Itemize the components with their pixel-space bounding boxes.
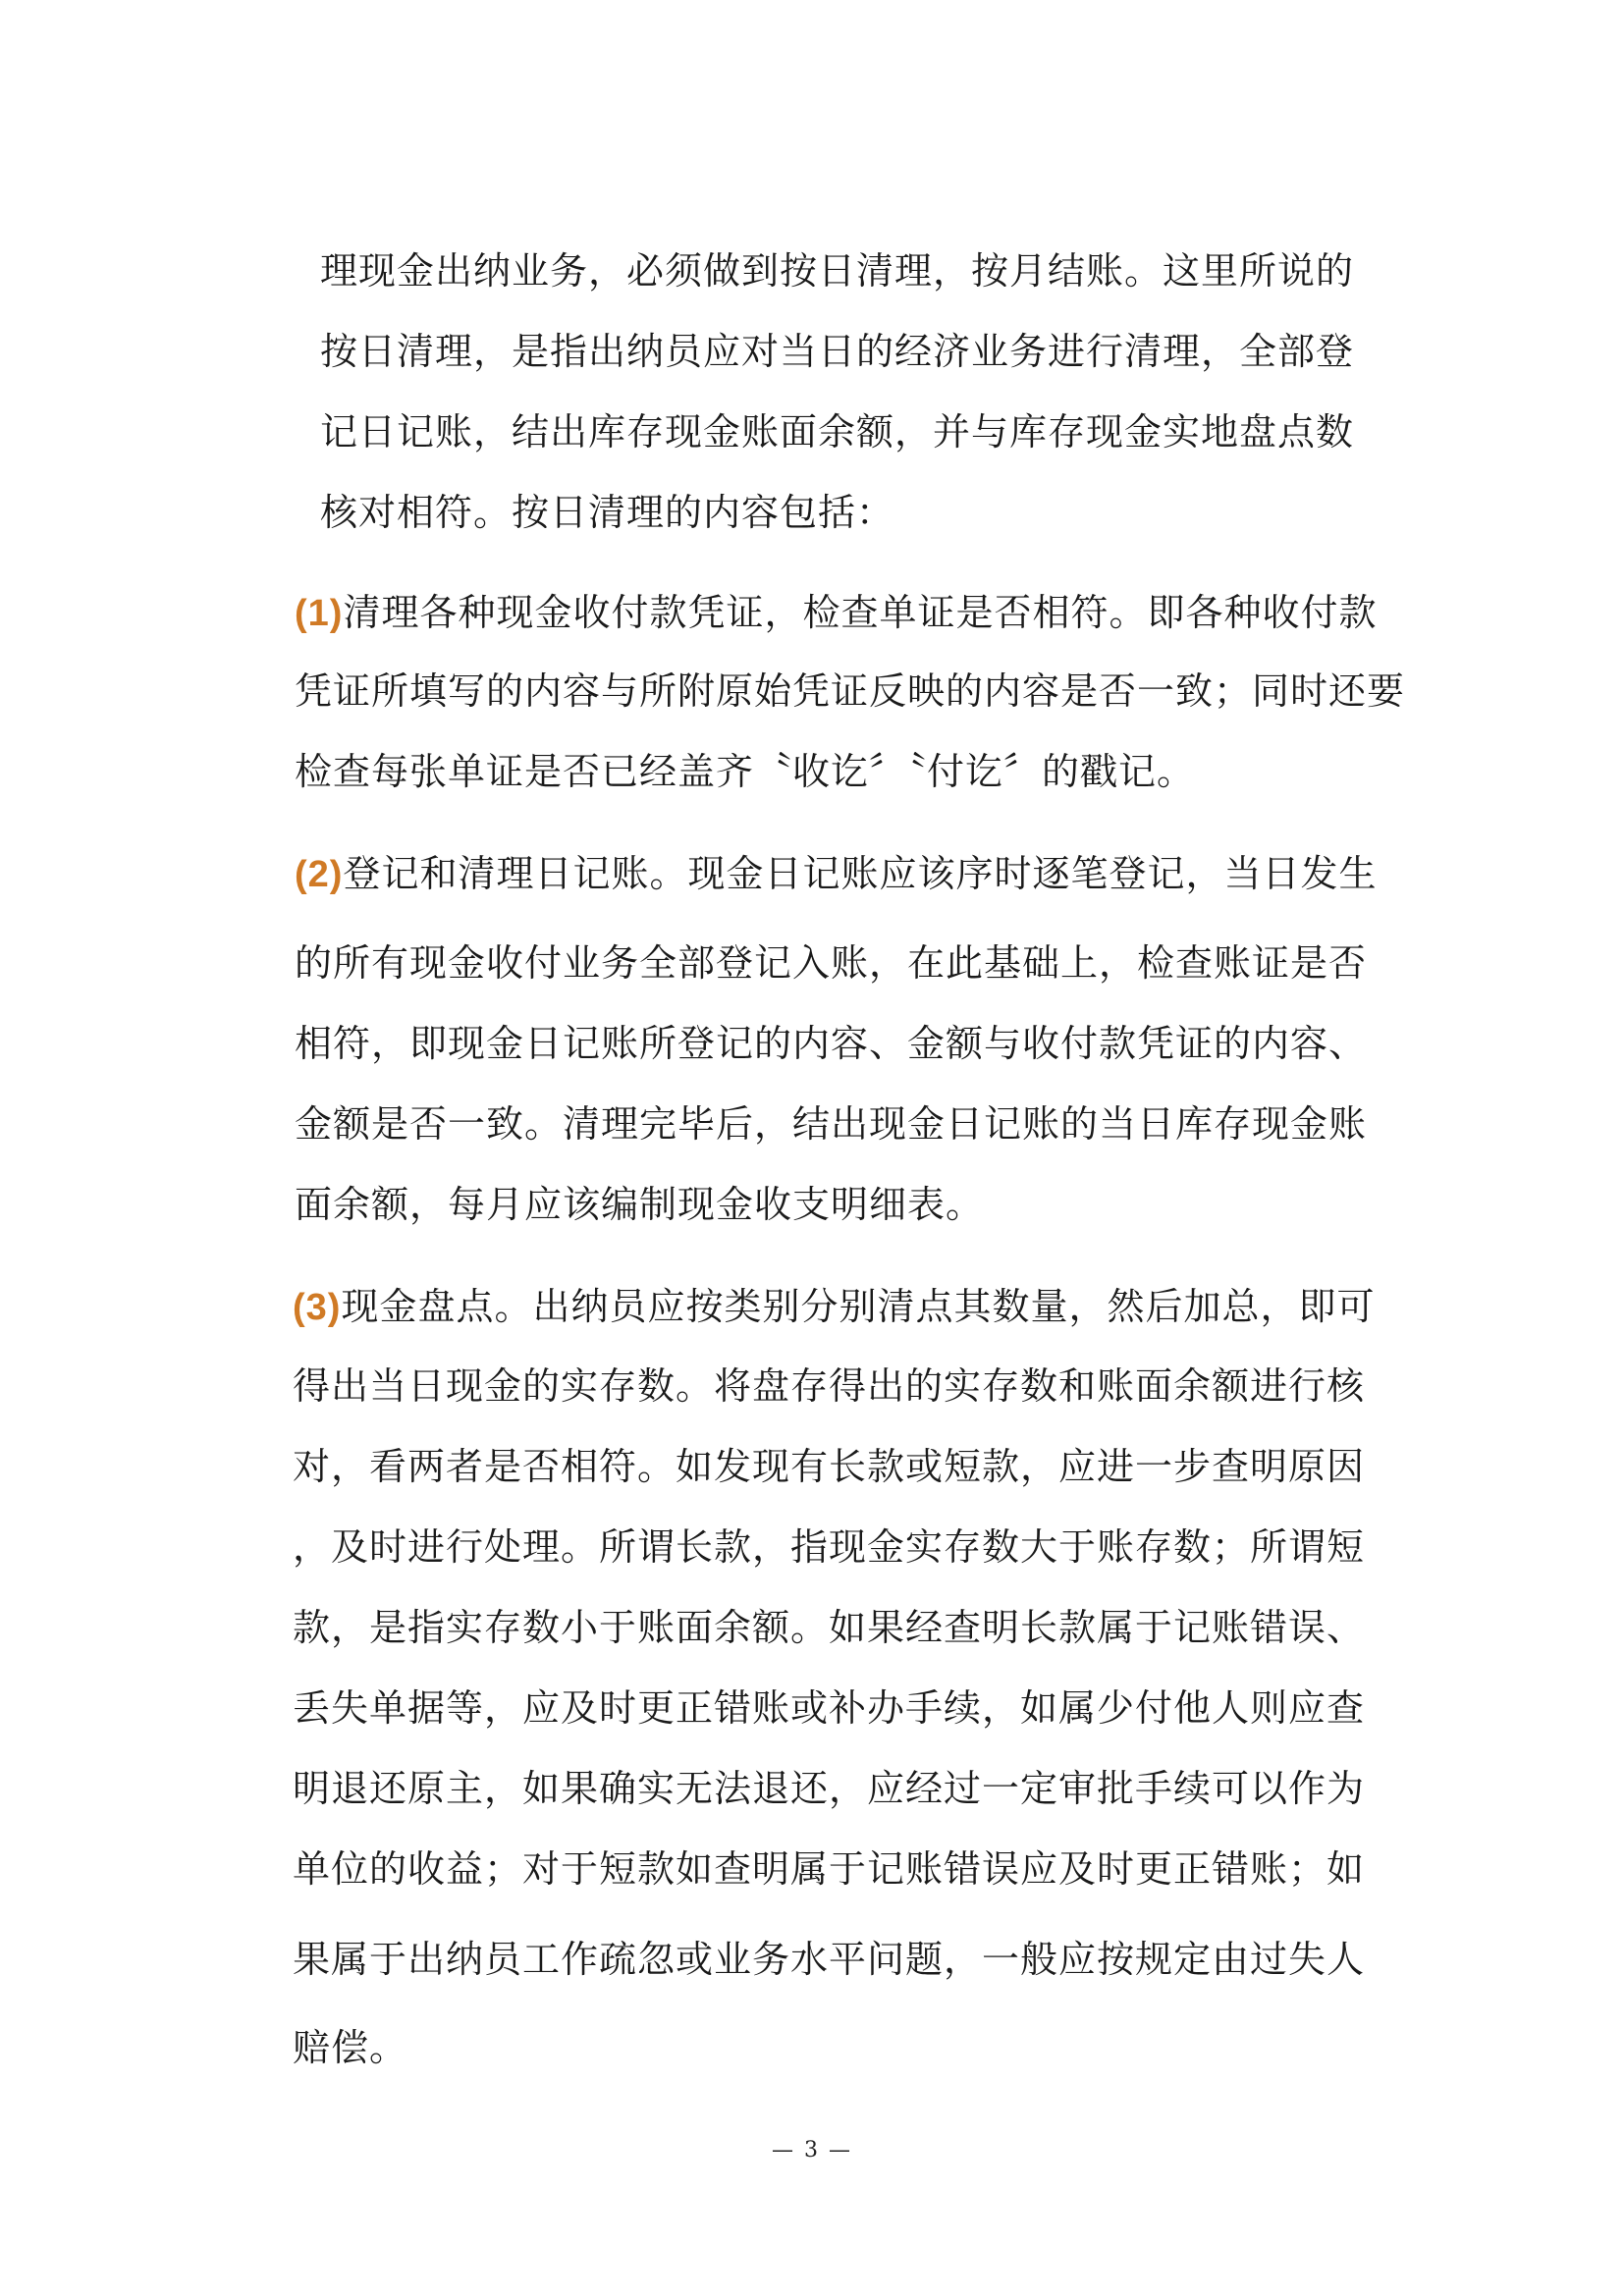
item2-line-3: 相符，即现金日记账所登记的内容、金额与收付款凭证的内容、 xyxy=(295,1022,1368,1065)
intro-line-4: 核对相符。按日清理的内容包括： xyxy=(320,491,895,534)
page-number: — 3 — xyxy=(772,2138,852,2163)
item3-line-5: 款，是指实存数小于账面余额。如果经查明长款属于记账错误、 xyxy=(293,1606,1366,1649)
item3-line-6: 丢失单据等，应及时更正错账或补办手续，如属少付他人则应查 xyxy=(293,1686,1366,1730)
item1-text: 清理各种现金收付款凭证，检查单证是否相符。即各种收付款 xyxy=(343,591,1378,634)
item3-line-1 xyxy=(293,1281,1375,1333)
item1-line-2: 凭证所填写的内容与所附原始凭证反映的内容是否一致；同时还要 xyxy=(295,669,1406,713)
item2-number: (2) xyxy=(295,854,344,895)
item1-line-3: 检查每张单证是否已经盖齐〝收讫〞〝付讫〞的戳记。 xyxy=(295,750,1196,793)
item2-line-4: 金额是否一致。清理完毕后，结出现金日记账的当日库存现金账 xyxy=(295,1102,1368,1146)
item1-number: (1) xyxy=(295,593,344,634)
item3-line-2: 得出当日现金的实存数。将盘存得出的实存数和账面余额进行核 xyxy=(293,1364,1366,1408)
item1-line-1 xyxy=(295,587,1377,639)
item3-line-7: 明退还原主，如果确实无法退还，应经过一定审批手续可以作为 xyxy=(293,1767,1366,1810)
item3-line-10: 赔偿。 xyxy=(293,2026,408,2069)
item3-number: (3) xyxy=(293,1287,342,1328)
item3-line-4: ，及时进行处理。所谓长款，指现金实存数大于账存数；所谓短 xyxy=(293,1525,1366,1569)
item3-line-8: 单位的收益；对于短款如查明属于记账错误应及时更正错账；如 xyxy=(293,1847,1366,1891)
item2-line-5: 面余额，每月应该编制现金收支明细表。 xyxy=(295,1183,985,1226)
item3-line-3: 对，看两者是否相符。如发现有长款或短款，应进一步查明原因 xyxy=(293,1445,1366,1488)
item3-line-9: 果属于出纳员工作疏忽或业务水平问题，一般应按规定由过失人 xyxy=(293,1938,1366,1981)
item2-text: 登记和清理日记账。现金日记账应该序时逐笔登记，当日发生 xyxy=(343,852,1378,895)
item2-line-1 xyxy=(295,848,1377,900)
item3-text: 现金盘点。出纳员应按类别分别清点其数量，然后加总，即可 xyxy=(341,1285,1376,1328)
intro-line-2: 按日清理，是指出纳员应对当日的经济业务进行清理，全部登 xyxy=(320,330,1355,373)
intro-line-3: 记日记账，结出库存现金账面余额，并与库存现金实地盘点数 xyxy=(320,410,1355,454)
item2-line-2: 的所有现金收付业务全部登记入账，在此基础上，检查账证是否 xyxy=(295,941,1368,985)
intro-line-1: 理现金出纳业务，必须做到按日清理，按月结账。这里所说的 xyxy=(320,249,1355,293)
